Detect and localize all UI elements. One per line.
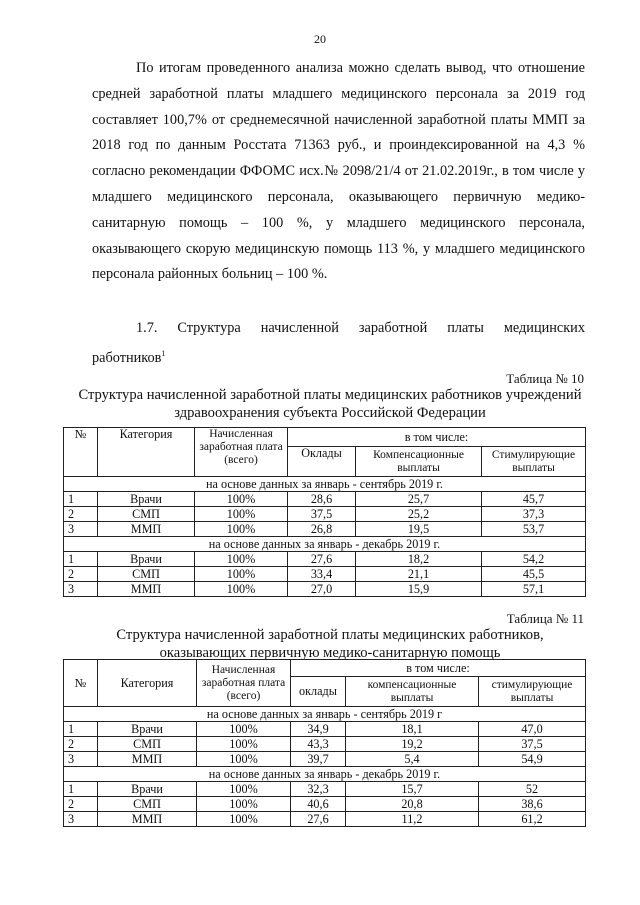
cell-compensation: 25,2 [356,507,482,522]
cell-stimulating: 45,5 [482,567,586,582]
col-header-accrued: Начисленная заработная плата (всего) [197,660,291,707]
cell-compensation: 18,1 [346,722,479,737]
table-row [64,507,586,522]
cell-salaries: 32,3 [291,782,346,797]
cell-category: СМП [98,507,195,522]
cell-compensation: 19,2 [346,737,479,752]
cell-compensation: 15,7 [346,782,479,797]
analysis-paragraph: По итогам проведенного анализа можно сделать вывод, что отношение средней заработной платы младшего медицинского персонала за 2019 год составляет 100,7% от среднемесячной начисленной заработной платы ММП за 2018 год по данным Росстата 71363 руб., и проиндексированной на 4,3 % согласно рекомендации ФФОМС исх.№ 2098/21/4 от 21.02.2019г., в том числе у младшего медицинского персонала, оказывающего первичную медико-санитарную помощь – 100 %, у младшего медицинского персонала, оказывающего скорую медицинскую помощь 113 %, у младшего медицинского персонала районных больниц – 100 %. [92,60,585,283]
col-header-salaries: Оклады [288,447,356,477]
cell-salaries: 34,9 [291,722,346,737]
cell-accrued: 100% [197,782,291,797]
cell-compensation: 11,2 [346,812,479,827]
cell-stimulating: 45,7 [482,492,586,507]
table-row [64,737,586,752]
section-heading [92,316,585,371]
section-heading-line1 [92,316,585,341]
cell-accrued: 100% [197,812,291,827]
col-header-including: в том числе: [288,428,586,447]
cell-category: Врачи [98,552,195,567]
col-header-compensation: компенсационные выплаты [346,677,479,707]
cell-num: 1 [64,552,98,567]
col-header-num: № [64,660,98,707]
table11-title [60,626,600,662]
table-row [64,797,586,812]
table10-title-line2: здравоохранения субъекта Российской Федерации [174,405,486,421]
table-section-row: на основе данных за январь - декабрь 2019 г. [64,537,586,552]
table-row [64,492,586,507]
cell-category: Врачи [98,722,197,737]
table10-label: Таблица № 10 [506,371,584,386]
cell-accrued: 100% [195,507,288,522]
cell-salaries: 33,4 [288,567,356,582]
cell-accrued: 100% [195,552,288,567]
cell-stimulating: 47,0 [479,722,586,737]
section-number: 1.7. [136,320,158,336]
cell-accrued: 100% [197,752,291,767]
table-row [64,812,586,827]
table-section-row: на основе данных за январь - декабрь 2019 г. [64,767,586,782]
cell-salaries: 37,5 [288,507,356,522]
col-header-accrued: Начисленная заработная плата (всего) [195,428,288,477]
cell-category: СМП [98,567,195,582]
cell-compensation: 21,1 [356,567,482,582]
cell-salaries: 26,8 [288,522,356,537]
cell-accrued: 100% [195,567,288,582]
cell-compensation: 18,2 [356,552,482,567]
col-header-salaries: оклады [291,677,346,707]
table11 [63,659,586,827]
col-header-stimulating: стимулирующие выплаты [479,677,586,707]
cell-compensation: 15,9 [356,582,482,597]
page-number: 20 [314,32,326,46]
table10-title [60,386,600,422]
table-section-row: на основе данных за январь - сентябрь 2019 г [64,707,586,722]
col-header-stimulating: Стимулирующие выплаты [482,447,586,477]
cell-num: 2 [64,797,98,812]
cell-compensation: 25,7 [356,492,482,507]
cell-accrued: 100% [197,737,291,752]
cell-num: 3 [64,812,98,827]
cell-salaries: 28,6 [288,492,356,507]
cell-category: СМП [98,797,197,812]
cell-stimulating: 37,5 [479,737,586,752]
cell-salaries: 39,7 [291,752,346,767]
cell-salaries: 27,6 [291,812,346,827]
section-heading-line2 [92,341,585,371]
cell-accrued: 100% [197,722,291,737]
cell-num: 3 [64,522,98,537]
cell-salaries: 40,6 [291,797,346,812]
cell-category: ММП [98,582,195,597]
table-row [64,552,586,567]
table-row [64,522,586,537]
col-header-including: в том числе: [291,660,586,677]
col-header-category: Категория [98,428,195,477]
cell-accrued: 100% [195,522,288,537]
cell-stimulating: 54,9 [479,752,586,767]
cell-num: 3 [64,582,98,597]
section-word: Структура [177,320,241,336]
cell-salaries: 43,3 [291,737,346,752]
col-header-category: Категория [98,660,197,707]
cell-category: ММП [98,522,195,537]
cell-stimulating: 37,3 [482,507,586,522]
cell-stimulating: 38,6 [479,797,586,812]
table11-title-line2: оказывающих первичную медико-санитарную помощь [159,645,501,661]
footnote-marker: 1 [161,349,166,358]
section-word: заработной [358,320,428,336]
table10 [63,427,586,597]
cell-num: 3 [64,752,98,767]
cell-stimulating: 53,7 [482,522,586,537]
cell-category: ММП [98,752,197,767]
table-row [64,567,586,582]
cell-salaries: 27,0 [288,582,356,597]
cell-num: 2 [64,567,98,582]
cell-stimulating: 52 [479,782,586,797]
cell-category: ММП [98,812,197,827]
cell-accrued: 100% [195,492,288,507]
section-word: медицинских [503,320,585,336]
cell-salaries: 27,6 [288,552,356,567]
cell-accrued: 100% [195,582,288,597]
cell-category: СМП [98,737,197,752]
cell-num: 2 [64,507,98,522]
table10-title-line1: Структура начисленной заработной платы медицинских работников учреждений [78,387,582,403]
cell-stimulating: 54,2 [482,552,586,567]
table11-title-line1: Структура начисленной заработной платы медицинских работников, [116,627,544,643]
cell-accrued: 100% [197,797,291,812]
cell-compensation: 5,4 [346,752,479,767]
cell-num: 2 [64,737,98,752]
cell-compensation: 19,5 [356,522,482,537]
table-row [64,752,586,767]
table-row [64,782,586,797]
cell-stimulating: 61,2 [479,812,586,827]
table-row [64,582,586,597]
cell-num: 1 [64,782,98,797]
table11-label: Таблица № 11 [506,611,584,626]
cell-num: 1 [64,722,98,737]
cell-category: Врачи [98,782,197,797]
section-word: начисленной [260,320,339,336]
col-header-num: № [64,428,98,477]
section-word: платы [447,320,484,336]
cell-compensation: 20,8 [346,797,479,812]
col-header-compensation: Компенсационные выплаты [356,447,482,477]
cell-num: 1 [64,492,98,507]
cell-category: Врачи [98,492,195,507]
cell-stimulating: 57,1 [482,582,586,597]
section-word: работников [92,349,162,366]
table-section-row: на основе данных за январь - сентябрь 2019 г. [64,477,586,492]
table-row [64,722,586,737]
